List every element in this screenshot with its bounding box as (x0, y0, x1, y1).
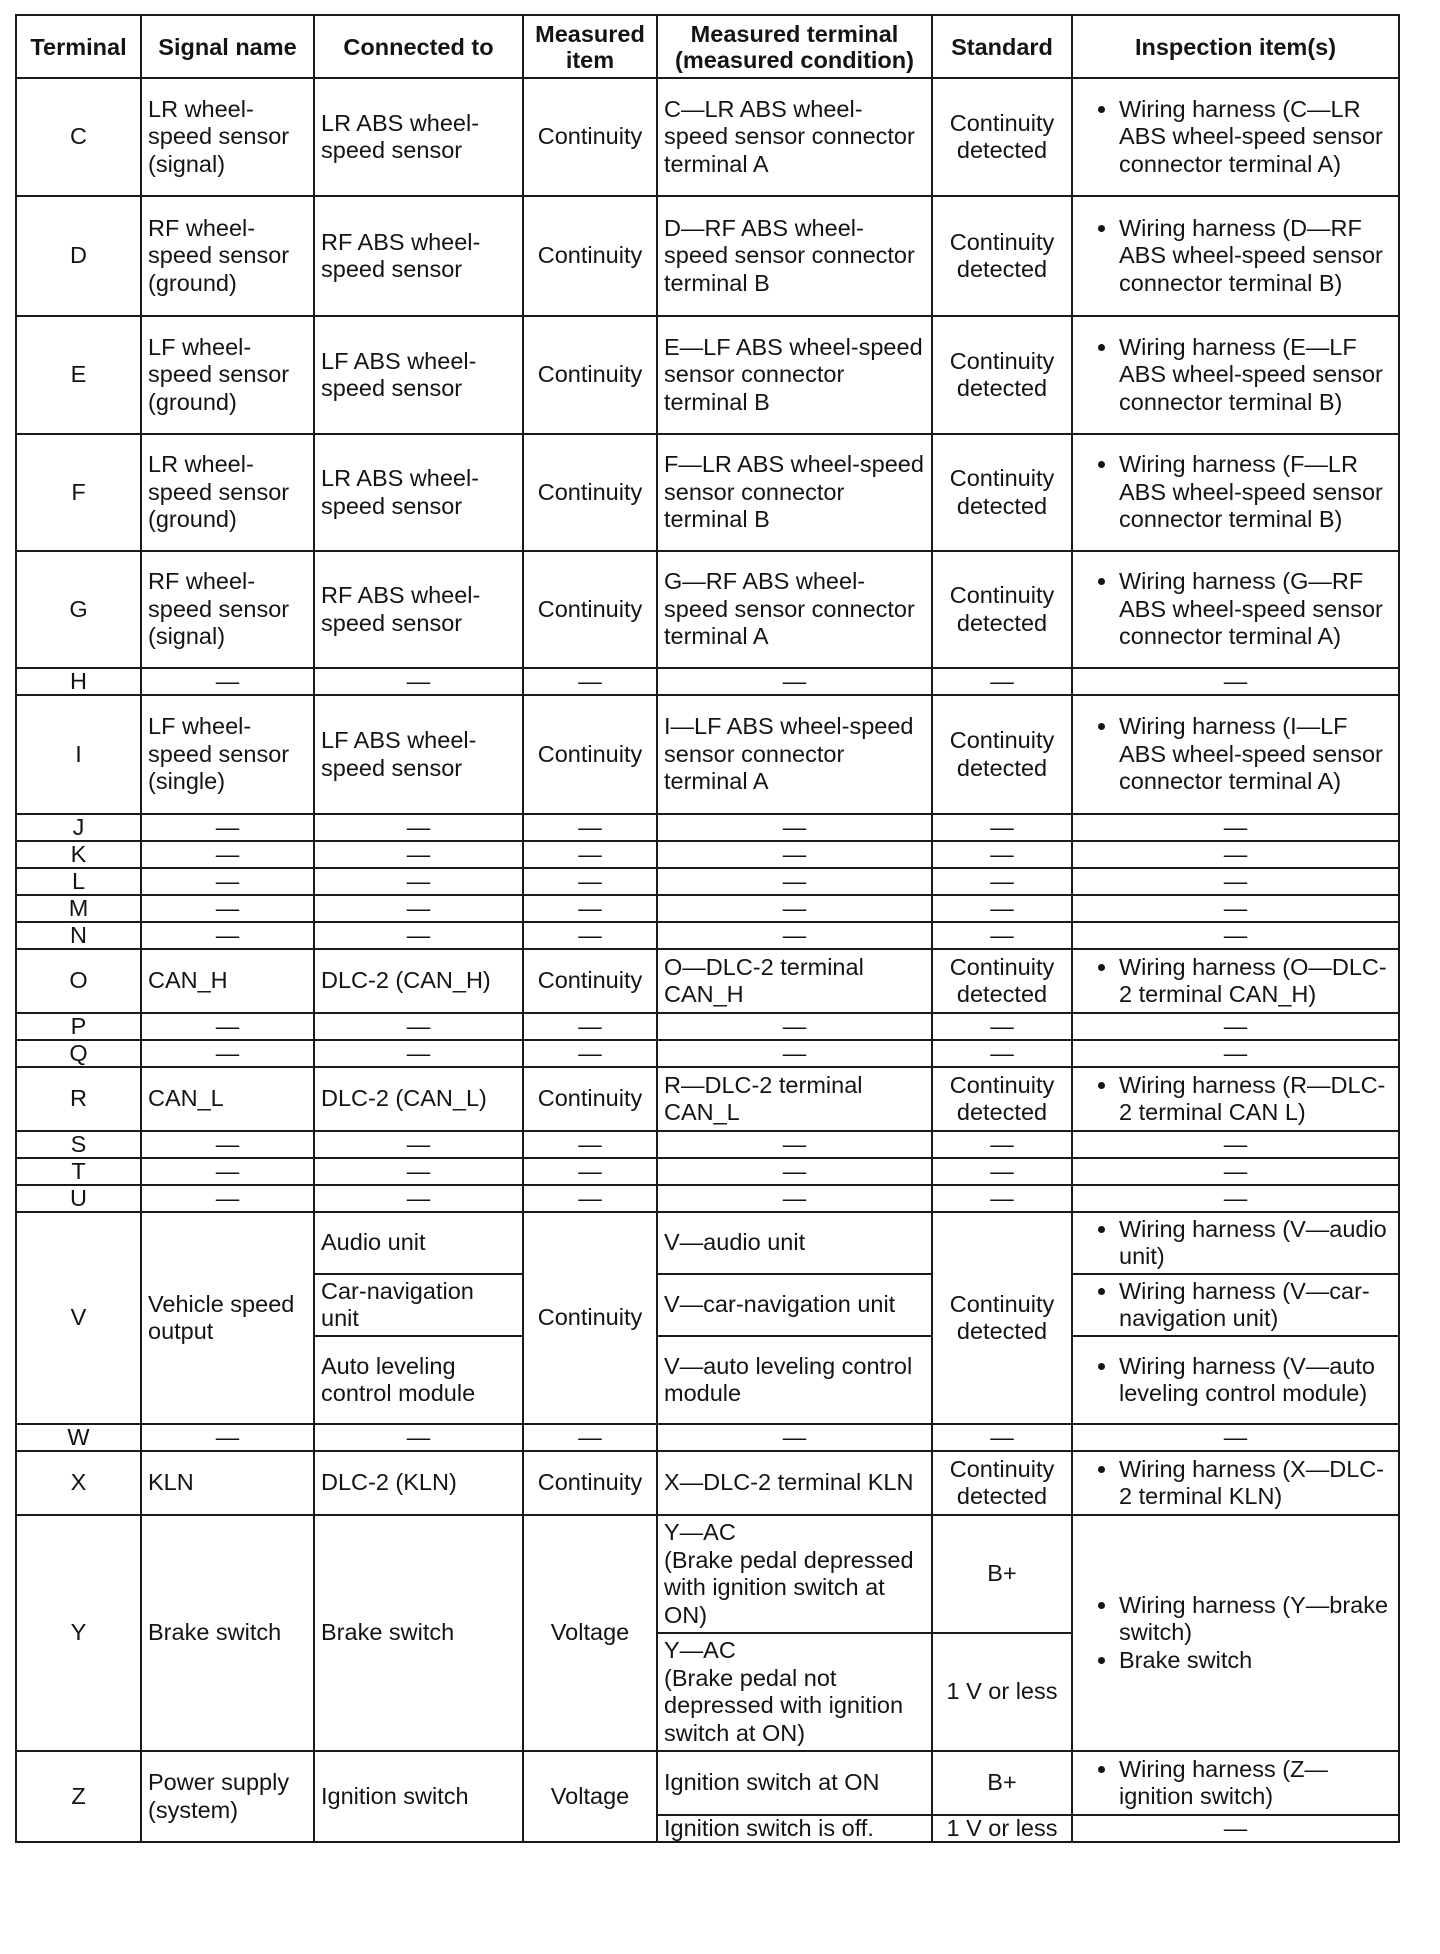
terminal-cell: O (16, 949, 141, 1013)
connected-to-cell: DLC-2 (KLN) (314, 1451, 523, 1515)
empty-dash: — (314, 895, 523, 922)
empty-dash: — (657, 814, 932, 841)
empty-dash: — (657, 1131, 932, 1158)
terminal-cell: G (16, 551, 141, 668)
inspection-cell (1072, 1067, 1399, 1131)
empty-dash: — (1072, 868, 1399, 895)
measured-item-cell: Continuity (523, 196, 657, 316)
signal-name-cell: CAN_H (141, 949, 314, 1013)
inspection-cell (1072, 1515, 1399, 1751)
empty-dash: — (141, 868, 314, 895)
terminal-cell: H (16, 668, 141, 695)
empty-dash: — (657, 1185, 932, 1212)
inspection-cell (1072, 551, 1399, 668)
measured-terminal-cell: V—auto leveling control module (657, 1336, 932, 1424)
terminal-cell: X (16, 1451, 141, 1515)
standard-cell: Continuity detected (932, 1067, 1072, 1131)
header-row (16, 15, 1399, 78)
empty-dash: — (932, 895, 1072, 922)
empty-dash: — (314, 922, 523, 949)
empty-dash: — (932, 668, 1072, 695)
standard-cell: Continuity detected (932, 316, 1072, 434)
measured-terminal-cell: Y—AC (Brake pedal depressed with ignition switch at ON) (657, 1515, 932, 1633)
table-row (16, 1158, 1399, 1185)
empty-dash: — (1072, 668, 1399, 695)
table-row (16, 78, 1399, 196)
empty-dash: — (1072, 1185, 1399, 1212)
table-row (16, 316, 1399, 434)
inspection-cell (1072, 1751, 1399, 1815)
empty-dash: — (314, 814, 523, 841)
measured-terminal-cell: F—LR ABS wheel-speed sensor connector terminal B (657, 434, 932, 551)
signal-name-cell: KLN (141, 1451, 314, 1515)
measured-terminal-cell: X—DLC-2 terminal KLN (657, 1451, 932, 1515)
connected-to-cell: Audio unit (314, 1212, 523, 1274)
standard-cell: Continuity detected (932, 949, 1072, 1013)
empty-dash: — (523, 1013, 657, 1040)
terminal-cell: K (16, 841, 141, 868)
terminal-cell: I (16, 695, 141, 814)
inspection-cell (1072, 196, 1399, 316)
measured-item-cell: Continuity (523, 551, 657, 668)
connected-to-cell: Auto leveling control module (314, 1336, 523, 1424)
empty-dash: — (1072, 841, 1399, 868)
empty-dash: — (141, 1424, 314, 1451)
inspection-item: • Wiring harness (X—DLC-2 terminal KLN) (1119, 1456, 1392, 1511)
empty-dash: — (314, 1131, 523, 1158)
inspection-cell (1072, 1451, 1399, 1515)
measured-terminal-cell: E—LF ABS wheel-speed sensor connector terminal B (657, 316, 932, 434)
empty-dash: — (141, 1040, 314, 1067)
empty-dash: — (314, 868, 523, 895)
table-row (16, 949, 1399, 1013)
inspection-item: • Wiring harness (G—RF ABS wheel-speed sensor connector terminal A) (1119, 568, 1392, 651)
inspection-cell (1072, 695, 1399, 814)
empty-dash: — (657, 841, 932, 868)
empty-dash: — (314, 1424, 523, 1451)
empty-dash: — (314, 1013, 523, 1040)
empty-dash: — (657, 1040, 932, 1067)
inspection-cell (1072, 1336, 1399, 1424)
table-row (16, 1185, 1399, 1212)
measured-terminal-cell: Ignition switch is off. (657, 1815, 932, 1842)
inspection-item: • Wiring harness (V—car-navigation unit) (1119, 1278, 1392, 1333)
table-row (16, 895, 1399, 922)
table-row (16, 1424, 1399, 1451)
inspection-item: • Wiring harness (O—DLC-2 terminal CAN_H) (1119, 954, 1392, 1009)
connected-to-cell: DLC-2 (CAN_H) (314, 949, 523, 1013)
empty-dash: — (932, 1013, 1072, 1040)
standard-cell: B+ (932, 1515, 1072, 1633)
empty-dash: — (523, 1040, 657, 1067)
empty-dash: — (141, 1131, 314, 1158)
empty-dash: — (523, 922, 657, 949)
empty-dash: — (1072, 1131, 1399, 1158)
table-row (16, 1131, 1399, 1158)
empty-dash: — (932, 922, 1072, 949)
empty-dash: — (657, 922, 932, 949)
empty-dash: — (657, 668, 932, 695)
table-row (16, 1451, 1399, 1515)
inspection-item: • Wiring harness (C—LR ABS wheel-speed sensor connector terminal A) (1119, 96, 1392, 179)
standard-cell: 1 V or less (932, 1633, 1072, 1751)
standard-cell: Continuity detected (932, 551, 1072, 668)
empty-dash: — (141, 668, 314, 695)
empty-dash: — (1072, 922, 1399, 949)
connected-to-cell: Car-navigation unit (314, 1274, 523, 1336)
table-row (16, 868, 1399, 895)
terminal-cell: F (16, 434, 141, 551)
empty-dash: — (1072, 1424, 1399, 1451)
table-row (16, 1515, 1399, 1633)
empty-dash: — (523, 1131, 657, 1158)
measured-terminal-cell: I—LF ABS wheel-speed sensor connector terminal A (657, 695, 932, 814)
inspection-cell (1072, 78, 1399, 196)
inspection-item: • Brake switch (1119, 1647, 1392, 1675)
header-measured-item: Measured item (523, 15, 657, 78)
empty-dash: — (932, 1424, 1072, 1451)
terminal-inspection-sheet (15, 14, 1398, 1843)
standard-cell: Continuity detected (932, 1212, 1072, 1424)
header-inspection-items: Inspection item(s) (1072, 15, 1399, 78)
terminal-cell: N (16, 922, 141, 949)
measured-item-cell: Continuity (523, 1067, 657, 1131)
signal-name-cell: CAN_L (141, 1067, 314, 1131)
empty-dash: — (932, 1185, 1072, 1212)
measured-item-cell: Voltage (523, 1515, 657, 1751)
terminal-cell: E (16, 316, 141, 434)
standard-cell: B+ (932, 1751, 1072, 1815)
header-measured-terminal: Measured terminal (measured condition) (657, 15, 932, 78)
measured-item-cell: Continuity (523, 949, 657, 1013)
empty-dash: — (141, 1158, 314, 1185)
empty-dash: — (657, 1013, 932, 1040)
connected-to-cell: LF ABS wheel-speed sensor (314, 695, 523, 814)
terminal-inspection-table (15, 14, 1400, 1843)
table-row (16, 814, 1399, 841)
measured-item-cell: Continuity (523, 316, 657, 434)
measured-terminal-cell: Y—AC (Brake pedal not depressed with ignition switch at ON) (657, 1633, 932, 1751)
empty-dash: — (314, 1185, 523, 1212)
empty-dash: — (314, 1158, 523, 1185)
empty-dash: — (932, 814, 1072, 841)
inspection-item: • Wiring harness (V—audio unit) (1119, 1216, 1392, 1271)
empty-dash: — (1072, 1815, 1399, 1842)
connected-to-cell: Brake switch (314, 1515, 523, 1751)
empty-dash: — (523, 895, 657, 922)
empty-dash: — (141, 1185, 314, 1212)
empty-dash: — (657, 1424, 932, 1451)
inspection-cell (1072, 949, 1399, 1013)
signal-name-cell: LF wheel-speed sensor (ground) (141, 316, 314, 434)
terminal-cell: Y (16, 1515, 141, 1751)
empty-dash: — (141, 841, 314, 868)
empty-dash: — (141, 922, 314, 949)
table-row (16, 1751, 1399, 1815)
inspection-item: • Wiring harness (V—auto leveling control module) (1119, 1353, 1392, 1408)
empty-dash: — (1072, 1040, 1399, 1067)
measured-terminal-cell: O—DLC-2 terminal CAN_H (657, 949, 932, 1013)
terminal-cell: S (16, 1131, 141, 1158)
empty-dash: — (932, 1131, 1072, 1158)
table-row (16, 434, 1399, 551)
table-row (16, 1212, 1399, 1274)
standard-cell: Continuity detected (932, 196, 1072, 316)
empty-dash: — (523, 868, 657, 895)
terminal-cell: W (16, 1424, 141, 1451)
inspection-item: • Wiring harness (E—LF ABS wheel-speed sensor connector terminal B) (1119, 334, 1392, 417)
measured-item-cell: Continuity (523, 1212, 657, 1424)
empty-dash: — (141, 1013, 314, 1040)
standard-cell: Continuity detected (932, 695, 1072, 814)
empty-dash: — (932, 1040, 1072, 1067)
empty-dash: — (314, 668, 523, 695)
table-row (16, 1040, 1399, 1067)
connected-to-cell: DLC-2 (CAN_L) (314, 1067, 523, 1131)
table-row (16, 841, 1399, 868)
connected-to-cell: RF ABS wheel-speed sensor (314, 551, 523, 668)
standard-cell: Continuity detected (932, 78, 1072, 196)
empty-dash: — (1072, 895, 1399, 922)
connected-to-cell: RF ABS wheel-speed sensor (314, 196, 523, 316)
empty-dash: — (523, 1158, 657, 1185)
standard-cell: Continuity detected (932, 434, 1072, 551)
empty-dash: — (523, 814, 657, 841)
empty-dash: — (657, 868, 932, 895)
header-connected-to: Connected to (314, 15, 523, 78)
inspection-item: • Wiring harness (Z—ignition switch) (1119, 1756, 1392, 1811)
measured-terminal-cell: Ignition switch at ON (657, 1751, 932, 1815)
inspection-item: • Wiring harness (R—DLC-2 terminal CAN L) (1119, 1072, 1392, 1127)
header-signal-name: Signal name (141, 15, 314, 78)
signal-name-cell: Vehicle speed output (141, 1212, 314, 1424)
terminal-cell: T (16, 1158, 141, 1185)
signal-name-cell: LR wheel-speed sensor (ground) (141, 434, 314, 551)
empty-dash: — (657, 895, 932, 922)
empty-dash: — (523, 1424, 657, 1451)
empty-dash: — (932, 868, 1072, 895)
terminal-cell: P (16, 1013, 141, 1040)
terminal-cell: Q (16, 1040, 141, 1067)
terminal-cell: D (16, 196, 141, 316)
empty-dash: — (1072, 1013, 1399, 1040)
terminal-cell: C (16, 78, 141, 196)
connected-to-cell: LF ABS wheel-speed sensor (314, 316, 523, 434)
empty-dash: — (523, 668, 657, 695)
inspection-item: • Wiring harness (F—LR ABS wheel-speed sensor connector terminal B) (1119, 451, 1392, 534)
terminal-cell: R (16, 1067, 141, 1131)
table-row (16, 196, 1399, 316)
inspection-item: • Wiring harness (D—RF ABS wheel-speed sensor connector terminal B) (1119, 215, 1392, 298)
measured-item-cell: Continuity (523, 1451, 657, 1515)
terminal-cell: V (16, 1212, 141, 1424)
measured-terminal-cell: R—DLC-2 terminal CAN_L (657, 1067, 932, 1131)
table-row (16, 1067, 1399, 1131)
signal-name-cell: Power supply (system) (141, 1751, 314, 1842)
empty-dash: — (523, 1185, 657, 1212)
measured-terminal-cell: V—car-navigation unit (657, 1274, 932, 1336)
standard-cell: Continuity detected (932, 1451, 1072, 1515)
measured-item-cell: Voltage (523, 1751, 657, 1842)
signal-name-cell: LF wheel-speed sensor (single) (141, 695, 314, 814)
table-row (16, 668, 1399, 695)
header-terminal: Terminal (16, 15, 141, 78)
empty-dash: — (932, 841, 1072, 868)
terminal-cell: J (16, 814, 141, 841)
signal-name-cell: LR wheel-speed sensor (signal) (141, 78, 314, 196)
measured-terminal-cell: G—RF ABS wheel-speed sensor connector terminal A (657, 551, 932, 668)
table-row (16, 922, 1399, 949)
inspection-item: • Wiring harness (I—LF ABS wheel-speed sensor connector terminal A) (1119, 713, 1392, 796)
empty-dash: — (1072, 814, 1399, 841)
empty-dash: — (141, 895, 314, 922)
terminal-cell: M (16, 895, 141, 922)
standard-cell: 1 V or less (932, 1815, 1072, 1842)
connected-to-cell: Ignition switch (314, 1751, 523, 1842)
terminal-cell: U (16, 1185, 141, 1212)
table-row (16, 695, 1399, 814)
inspection-cell (1072, 1274, 1399, 1336)
measured-terminal-cell: V—audio unit (657, 1212, 932, 1274)
signal-name-cell: RF wheel-speed sensor (ground) (141, 196, 314, 316)
empty-dash: — (523, 841, 657, 868)
signal-name-cell: Brake switch (141, 1515, 314, 1751)
empty-dash: — (314, 841, 523, 868)
inspection-cell (1072, 316, 1399, 434)
inspection-cell (1072, 1212, 1399, 1274)
empty-dash: — (1072, 1158, 1399, 1185)
header-standard: Standard (932, 15, 1072, 78)
empty-dash: — (141, 814, 314, 841)
terminal-cell: Z (16, 1751, 141, 1842)
table-row (16, 1013, 1399, 1040)
empty-dash: — (314, 1040, 523, 1067)
measured-item-cell: Continuity (523, 434, 657, 551)
connected-to-cell: LR ABS wheel-speed sensor (314, 78, 523, 196)
inspection-item: • Wiring harness (Y—brake switch) (1119, 1592, 1392, 1647)
signal-name-cell: RF wheel-speed sensor (signal) (141, 551, 314, 668)
measured-terminal-cell: C—LR ABS wheel-speed sensor connector terminal A (657, 78, 932, 196)
empty-dash: — (657, 1158, 932, 1185)
table-row (16, 551, 1399, 668)
terminal-cell: L (16, 868, 141, 895)
inspection-cell (1072, 434, 1399, 551)
measured-terminal-cell: D—RF ABS wheel-speed sensor connector terminal B (657, 196, 932, 316)
empty-dash: — (932, 1158, 1072, 1185)
connected-to-cell: LR ABS wheel-speed sensor (314, 434, 523, 551)
measured-item-cell: Continuity (523, 78, 657, 196)
measured-item-cell: Continuity (523, 695, 657, 814)
